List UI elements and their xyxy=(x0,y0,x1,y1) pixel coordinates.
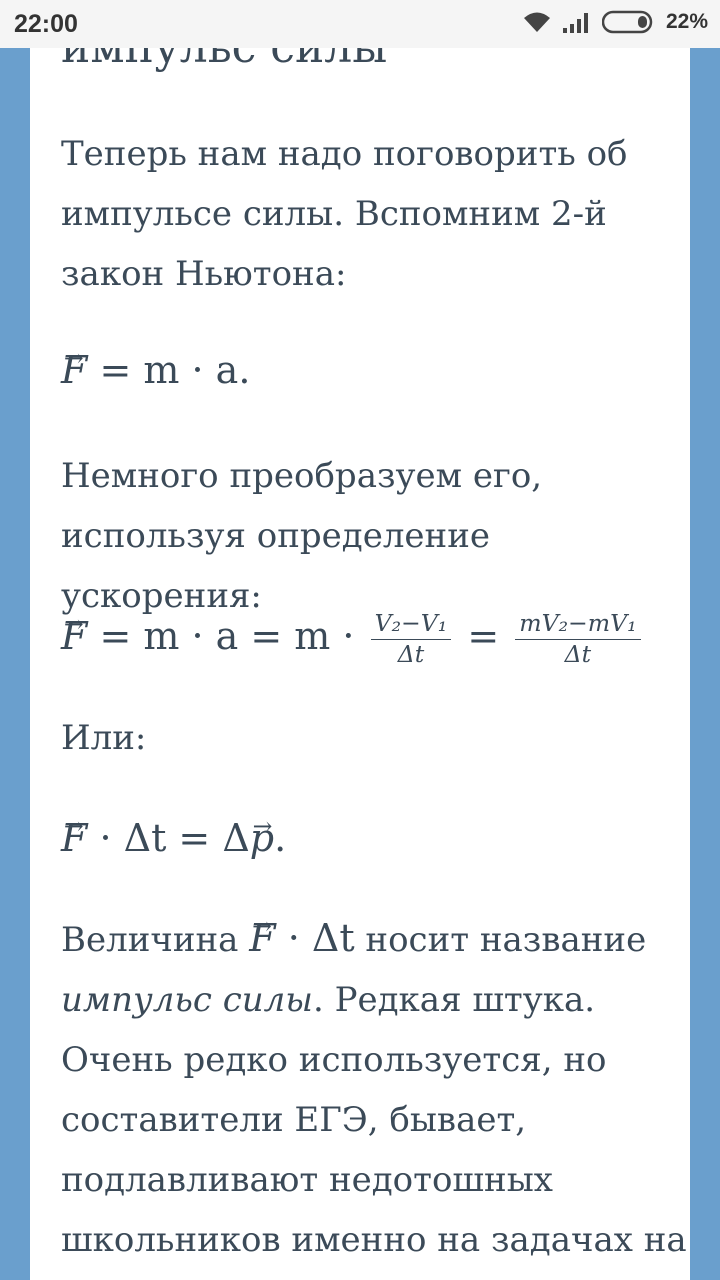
paragraph-impulse xyxy=(61,908,690,1270)
text-segment: . Редкая штука. Очень редко используется, но составители ЕГЭ, бывает, подлавливают недотошных школьников именно на задачах на xyxy=(61,980,687,1260)
force-vector: → F xyxy=(61,606,87,666)
fraction-numerator: V₂−V₁ xyxy=(371,611,452,640)
formula-expanded xyxy=(61,606,690,668)
signal-icon xyxy=(562,10,592,34)
formula-newton xyxy=(61,340,690,400)
battery-icon xyxy=(602,10,656,34)
fraction-velocity xyxy=(371,611,452,668)
text-segment: Величина xyxy=(61,920,239,960)
text-segment: носит название xyxy=(365,920,647,960)
formula-impulse xyxy=(61,808,690,868)
formula-mid: · Δt = Δ xyxy=(99,816,250,860)
inline-math: · Δt xyxy=(287,916,355,960)
paragraph-intro: Теперь нам надо поговорить об импульсе силы. Вспомним 2-й закон Ньютона: xyxy=(61,134,628,294)
fraction-momentum xyxy=(515,611,640,668)
paragraph-transform: Немного преобразуем его, используя определение ускорения: xyxy=(61,456,543,616)
formula-rhs: = m · a. xyxy=(99,348,251,392)
battery-percent: 22% xyxy=(665,10,708,33)
status-bar xyxy=(0,0,720,48)
fraction-denominator: Δt xyxy=(397,640,425,668)
wifi-icon xyxy=(522,10,552,34)
emphasis-term: импульс силы xyxy=(61,980,313,1020)
paragraph-or: Или: xyxy=(61,718,147,758)
status-icons xyxy=(522,10,708,34)
article-card xyxy=(30,0,690,1280)
momentum-vector: → p xyxy=(250,808,274,868)
fraction-numerator: mV₂−mV₁ xyxy=(515,611,640,640)
formula-part: = m · a = m · xyxy=(99,614,355,658)
force-vector: → F xyxy=(249,908,275,968)
formula-equals: = xyxy=(467,614,500,658)
formula-end: . xyxy=(274,816,287,860)
status-time: 22:00 xyxy=(14,10,78,38)
force-vector: → F xyxy=(61,808,87,868)
fraction-denominator: Δt xyxy=(564,640,592,668)
force-vector: → F xyxy=(61,340,87,400)
